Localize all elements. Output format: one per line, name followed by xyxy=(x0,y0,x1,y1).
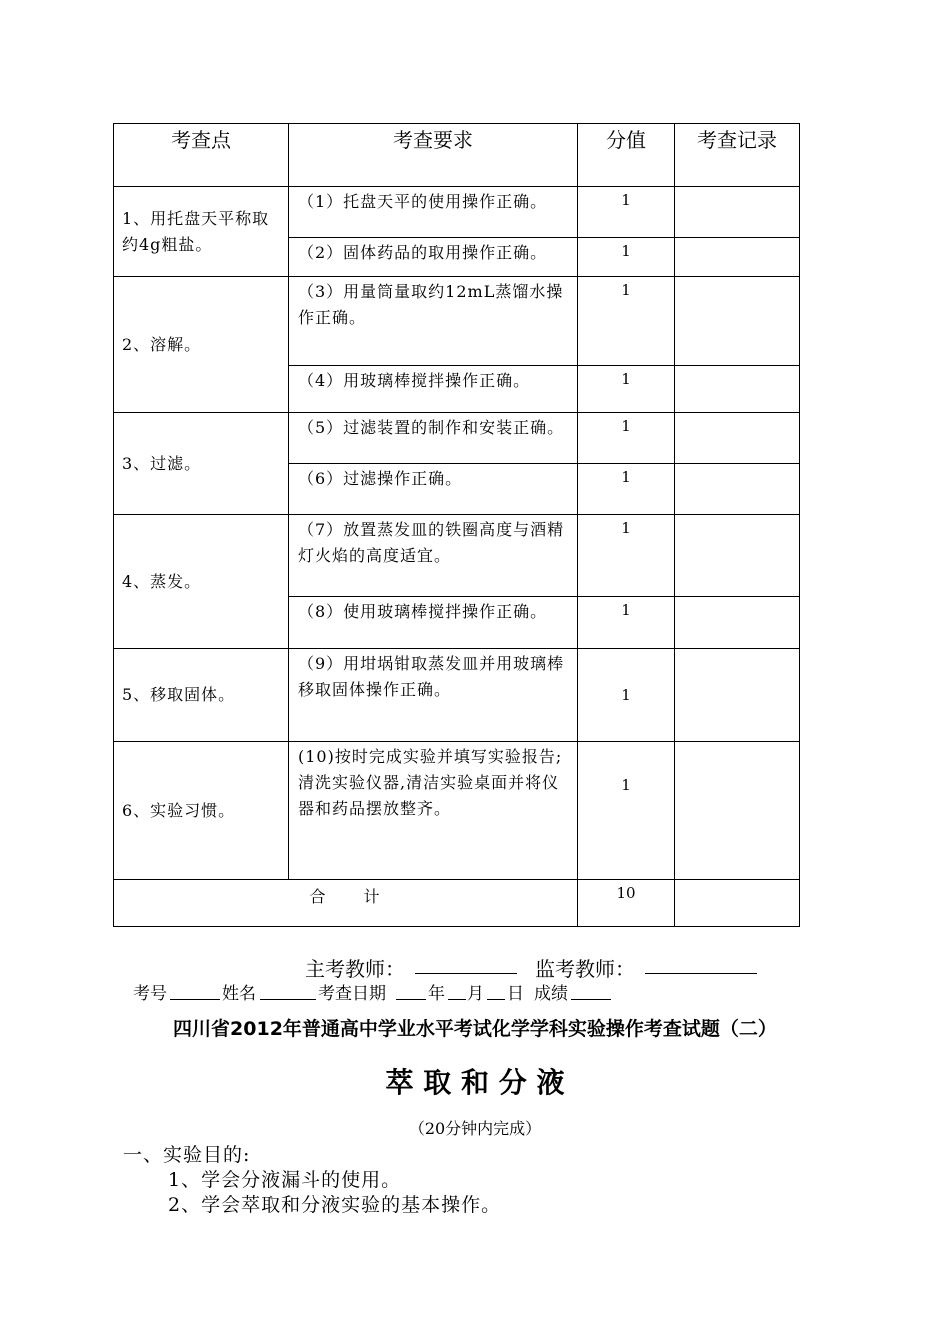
table-row xyxy=(114,277,800,366)
proctor-label: 监考教师： xyxy=(535,957,635,981)
requirement: （9）用坩埚钳取蒸发皿并用玻璃棒移取固体操作正确。 xyxy=(289,649,578,742)
requirement: （7）放置蒸发皿的铁圈高度与酒精灯火焰的高度适宜。 xyxy=(289,515,578,597)
grade-label: 成绩 xyxy=(534,984,568,1004)
score-value: 1 xyxy=(578,597,675,649)
date-label: 考查日期 xyxy=(318,984,386,1004)
table-row xyxy=(114,413,800,464)
requirement: （6）过滤操作正确。 xyxy=(289,464,578,515)
requirement: （5）过滤装置的制作和安装正确。 xyxy=(289,413,578,464)
requirement: （4）用玻璃棒搅拌操作正确。 xyxy=(289,366,578,413)
record-cell[interactable] xyxy=(675,238,800,277)
score-value: 1 xyxy=(578,742,675,880)
table-header-row xyxy=(114,124,800,187)
record-cell[interactable] xyxy=(675,366,800,413)
table-row xyxy=(114,649,800,742)
table-row xyxy=(114,187,800,238)
examiner-field[interactable] xyxy=(415,955,517,974)
header-requirement: 考查要求 xyxy=(289,124,578,187)
check-point: 6、实验习惯。 xyxy=(114,742,289,880)
requirement: （1）托盘天平的使用操作正确。 xyxy=(289,187,578,238)
record-cell[interactable] xyxy=(675,515,800,597)
check-point: 1、用托盘天平称取约4g粗盐。 xyxy=(114,187,289,277)
header-record: 考查记录 xyxy=(675,124,800,187)
table-row xyxy=(114,742,800,880)
aim-item: 2、学会萃取和分液实验的基本操作。 xyxy=(168,1194,502,1216)
check-point: 2、溶解。 xyxy=(114,277,289,413)
time-note: （20分钟内完成） xyxy=(408,1119,542,1138)
total-label: 合 计 xyxy=(114,880,578,927)
record-cell[interactable] xyxy=(675,597,800,649)
score-value: 1 xyxy=(578,366,675,413)
proctor-field[interactable] xyxy=(645,955,757,974)
section-aims-heading: 一、实验目的: xyxy=(123,1144,251,1166)
record-cell[interactable] xyxy=(675,649,800,742)
score-value: 1 xyxy=(578,515,675,597)
record-cell[interactable] xyxy=(675,277,800,366)
experiment-title: 萃 取 和 分 液 xyxy=(385,1066,565,1099)
score-value: 1 xyxy=(578,413,675,464)
record-cell[interactable] xyxy=(675,880,800,927)
month-field[interactable] xyxy=(448,981,466,1000)
check-point: 5、移取固体。 xyxy=(114,649,289,742)
score-table xyxy=(113,123,800,927)
exam-number-field[interactable] xyxy=(170,981,220,1000)
score-value: 1 xyxy=(578,187,675,238)
day-label: 日 xyxy=(507,984,524,1004)
document-heading: 四川省2012年普通高中学业水平考试化学学科实验操作考查试题（二） xyxy=(173,1018,777,1040)
aim-item: 1、学会分液漏斗的使用。 xyxy=(168,1169,402,1191)
header-point: 考查点 xyxy=(114,124,289,187)
requirement: （3）用量筒量取约12mL蒸馏水操作正确。 xyxy=(289,277,578,366)
record-cell[interactable] xyxy=(675,742,800,880)
grade-field[interactable] xyxy=(571,981,611,1000)
month-label: 月 xyxy=(467,984,484,1004)
exam-number-label: 考号 xyxy=(133,984,167,1004)
requirement: (10)按时完成实验并填写实验报告;清洗实验仪器,清洁实验桌面并将仪器和药品摆放整齐。 xyxy=(289,742,578,880)
score-value: 1 xyxy=(578,277,675,366)
day-field[interactable] xyxy=(487,981,505,1000)
requirement: （8）使用玻璃棒搅拌操作正确。 xyxy=(289,597,578,649)
table-row xyxy=(114,515,800,597)
total-score: 10 xyxy=(578,880,675,927)
year-field[interactable] xyxy=(396,981,426,1000)
examiner-label: 主考教师： xyxy=(305,957,405,981)
record-cell[interactable] xyxy=(675,464,800,515)
year-label: 年 xyxy=(428,984,445,1004)
check-point: 3、过滤。 xyxy=(114,413,289,515)
total-row xyxy=(114,880,800,927)
name-label: 姓名 xyxy=(222,984,256,1004)
header-score: 分值 xyxy=(578,124,675,187)
score-value: 1 xyxy=(578,649,675,742)
score-value: 1 xyxy=(578,464,675,515)
record-cell[interactable] xyxy=(675,413,800,464)
name-field[interactable] xyxy=(260,981,316,1000)
score-value: 1 xyxy=(578,238,675,277)
check-point: 4、蒸发。 xyxy=(114,515,289,649)
record-cell[interactable] xyxy=(675,187,800,238)
requirement: （2）固体药品的取用操作正确。 xyxy=(289,238,578,277)
